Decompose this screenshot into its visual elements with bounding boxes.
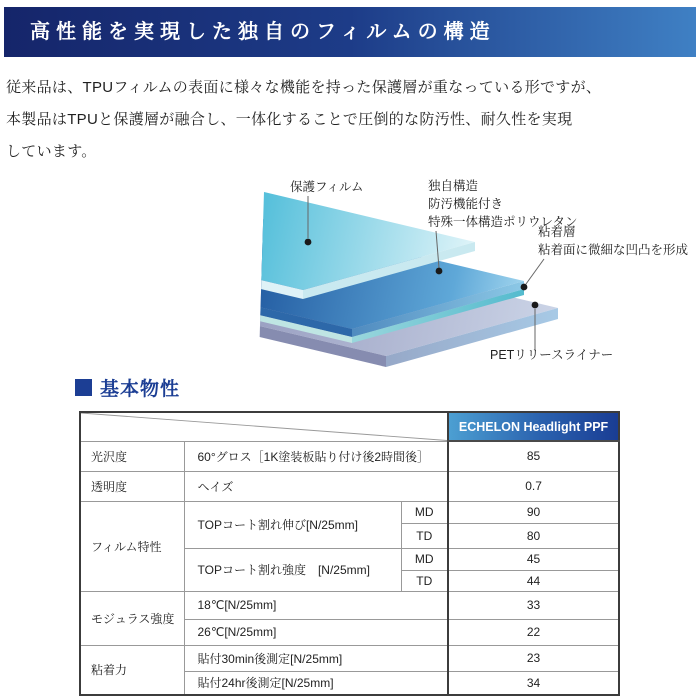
cell-value-strength-td: 44 bbox=[448, 570, 619, 591]
table-row bbox=[80, 591, 619, 619]
cell-md-label-elongation: MD bbox=[401, 501, 448, 523]
intro-paragraph bbox=[6, 72, 698, 168]
cell-value-24hr: 34 bbox=[448, 671, 619, 695]
label-unique-structure-1: 独自構造 bbox=[428, 179, 479, 193]
label-unique-structure-3: 特殊一体構造ポリウレタン bbox=[428, 215, 578, 229]
cell-property-26c: 26℃[N/25mm] bbox=[184, 619, 448, 645]
label-pet-liner: PETリリースライナー bbox=[490, 348, 614, 362]
product-header-cell: ECHELON Headlight PPF bbox=[448, 412, 619, 441]
cell-category-film: フィルム特性 bbox=[80, 501, 184, 591]
marker-dot-pet-liner bbox=[532, 302, 539, 309]
page-header-banner bbox=[4, 7, 696, 57]
basic-properties-table bbox=[79, 411, 620, 696]
cell-category-gloss: 光沢度 bbox=[80, 441, 184, 471]
marker-dot-adhesive bbox=[521, 284, 528, 291]
table-row bbox=[80, 441, 619, 471]
cell-property-30min: 貼付30min後測定[N/25mm] bbox=[184, 645, 448, 671]
cell-value-transparency: 0.7 bbox=[448, 471, 619, 501]
table-row bbox=[80, 645, 619, 671]
cell-value-elongation-td: 80 bbox=[448, 523, 619, 548]
cell-property-gloss: 60°グロス［1K塗装板貼り付け後2時間後］ bbox=[184, 441, 448, 471]
film-structure-diagram bbox=[200, 178, 700, 380]
cell-category-modulus: モジュラス強度 bbox=[80, 591, 184, 645]
cell-property-24hr: 貼付24hr後測定[N/25mm] bbox=[184, 671, 448, 695]
cell-value-elongation-md: 90 bbox=[448, 501, 619, 523]
cell-property-18c: 18℃[N/25mm] bbox=[184, 591, 448, 619]
cell-td-label-elongation: TD bbox=[401, 523, 448, 548]
section-title-basic-properties: 基本物性 bbox=[100, 379, 181, 400]
leader-line-adhesive bbox=[526, 259, 544, 284]
marker-dot-protective-film bbox=[305, 239, 312, 246]
label-protective-film: 保護フィルム bbox=[290, 180, 364, 194]
cell-td-label-strength: TD bbox=[401, 570, 448, 591]
label-adhesive-2: 粘着面に微細な凹凸を形成 bbox=[538, 243, 689, 257]
cell-value-26c: 22 bbox=[448, 619, 619, 645]
banner-title: 高性能を実現した独自のフィルムの構造 bbox=[30, 21, 496, 43]
cell-property-transparency: ヘイズ bbox=[184, 471, 448, 501]
cell-value-30min: 23 bbox=[448, 645, 619, 671]
label-adhesive-1: 粘着層 bbox=[538, 225, 576, 239]
table-corner-cell bbox=[80, 412, 448, 441]
intro-line-3: しています。 bbox=[6, 143, 97, 160]
cell-property-elongation: TOPコート割れ伸び[N/25mm] bbox=[184, 501, 401, 548]
marker-dot-unique-structure bbox=[436, 268, 443, 275]
cell-md-label-strength: MD bbox=[401, 548, 448, 570]
blue-square-bullet bbox=[75, 379, 92, 396]
cell-value-18c: 33 bbox=[448, 591, 619, 619]
diagonal-line bbox=[81, 413, 447, 441]
cell-category-adhesion: 粘着力 bbox=[80, 645, 184, 695]
cell-property-strength: TOPコート割れ強度 [N/25mm] bbox=[184, 548, 401, 591]
table-row bbox=[80, 501, 619, 523]
intro-line-1: 従来品は、TPUフィルムの表面に様々な機能を持った保護層が重なっている形ですが、 bbox=[6, 79, 602, 96]
section-heading bbox=[75, 374, 180, 401]
cell-category-transparency: 透明度 bbox=[80, 471, 184, 501]
cell-value-strength-md: 45 bbox=[448, 548, 619, 570]
intro-line-2: 本製品はTPUと保護層が融合し、一体化することで圧倒的な防汚性、耐久性を実現 bbox=[6, 111, 573, 128]
label-unique-structure-2: 防汚機能付き bbox=[428, 197, 504, 211]
cell-value-gloss: 85 bbox=[448, 441, 619, 471]
table-row bbox=[80, 471, 619, 501]
